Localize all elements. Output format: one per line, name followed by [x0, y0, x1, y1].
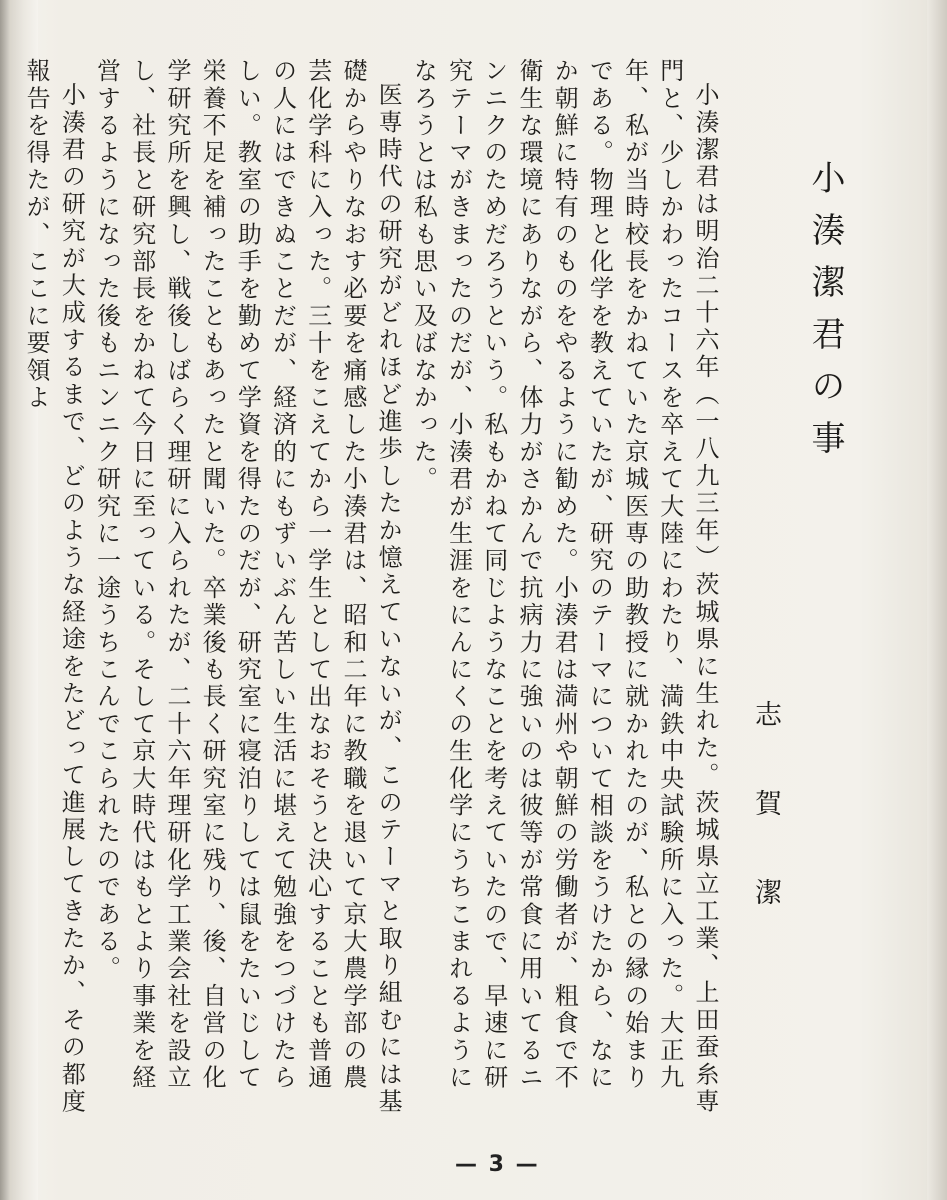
article-author: 志賀潔 [750, 700, 781, 967]
page-number: — 3 — [455, 1152, 540, 1177]
paragraph-3: 小湊君の研究が大成するまで、どのような経途をたどって進展してきたか、その都度報告を得たが、ここに要領よ [22, 58, 86, 1116]
article-title: 小湊潔君の事 [805, 160, 845, 472]
paragraph-1: 小湊潔君は明治二十六年（一八九三年）茨城県に生れた。茨城県立工業、上田蚕糸専門と、少しかわったコースを卒えて大陸にわたり、満鉄中央試験所に入った。大正九年、私が当時校長をかねていた京城医専の助教授に就かれたのが、私との縁の始まりである。物理と化学を教えていたが、研究のテーマについて相談をうけたから、なにか朝鮮に特有のものをやるように勧めた。小湊君は満州や朝鮮の労働者が、粗食で不衛生な環境にありながら、体力がさかんで抗病力に強いのは彼等が常食に用いてるニンニクのためだろうという。私もかねて同じようなことを考えていたので、早速に研究テーマがきまったのだが、小湊君が生涯をにんにくの生化学にうちこまれるようになろうとは私も思い及ばなかった。 [409, 58, 719, 1116]
page-right-shadow [927, 0, 947, 1200]
paragraph-2: 医専時代の研究がどれほど進歩したか憶えていないが、このテーマと取り組むには基礎からやりなおす必要を痛感した小湊君は、昭和二年に教職を退いて京大農学部の農芸化学科に入った。三十をこえてから一学生として出なおそうと決心することも普通の人にはできぬことだが、経済的にもずいぶん苦しい生活に堪えて勉強をつづけたらしい。教室の助手を勤めて学資を得たのだが、研究室に寝泊りしては鼠をたいじして栄養不足を補ったこともあったと聞いた。卒業後も長く研究室に残り、後、自営の化学研究所を興し、戦後しばらく理研に入られたが、二十六年理研化学工業会社を設立し、社長と研究部長をかねて今日に至っている。そして京大時代はもとより事業を経営するようになった後もニンニク研究に一途うちこんでこられたのである。 [92, 58, 403, 1116]
article-body [18, 58, 722, 1118]
